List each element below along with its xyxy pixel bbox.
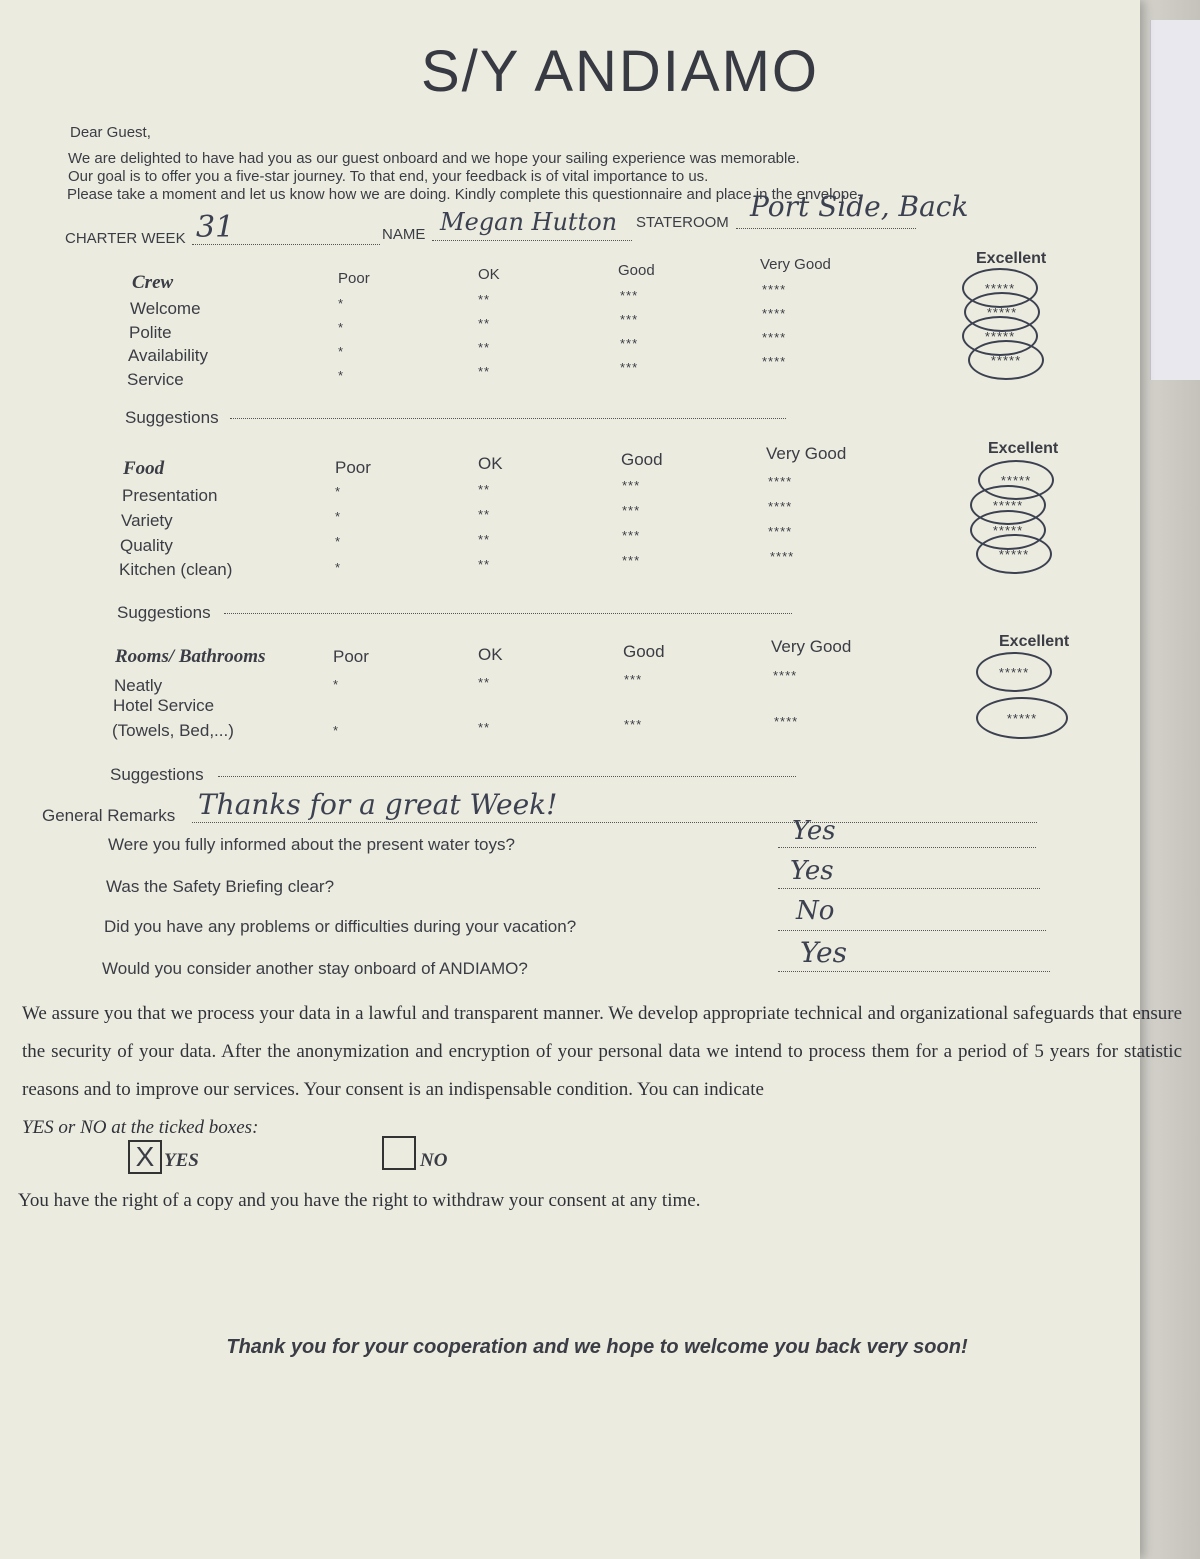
general-remarks-value[interactable]: Thanks for a great Week!	[198, 788, 558, 821]
name-line	[432, 240, 632, 241]
food-kitchen-excellent-circled[interactable]: *****	[976, 534, 1052, 574]
intro-line-2: Our goal is to offer you a five-star journey. To that end, your feedback is of vital importance to us.	[68, 168, 709, 185]
food-quality-good[interactable]: ***	[622, 528, 641, 543]
food-header-good: Good	[621, 450, 663, 469]
question-water-toys: Were you fully informed about the present water toys?	[108, 835, 515, 854]
rooms-hotel-ok[interactable]: **	[478, 720, 491, 735]
crew-welcome-ok[interactable]: **	[478, 292, 491, 307]
crew-header-excellent: Excellent	[976, 250, 1047, 267]
crew-service-ok[interactable]: **	[478, 364, 491, 379]
food-kitchen-very-good[interactable]: ****	[770, 549, 795, 564]
answer-another-stay[interactable]: Yes	[800, 936, 847, 969]
food-variety-very-good[interactable]: ****	[768, 499, 793, 514]
rooms-neatly-good[interactable]: ***	[624, 672, 643, 687]
food-presentation-good[interactable]: ***	[622, 478, 641, 493]
food-item-quality: Quality	[120, 536, 173, 555]
food-variety-poor[interactable]: *	[335, 509, 342, 524]
answer-problems[interactable]: No	[796, 896, 835, 926]
crew-availability-ok[interactable]: **	[478, 340, 491, 355]
crew-availability-very-good[interactable]: ****	[762, 330, 787, 345]
food-suggestions-label: Suggestions	[117, 603, 211, 622]
rooms-neatly-excellent-circled[interactable]: *****	[976, 652, 1052, 692]
food-presentation-very-good[interactable]: ****	[768, 474, 793, 489]
intro-line-3: Please take a moment and let us know how we are doing. Kindly complete this questionnaire and place in the envelope.	[67, 186, 862, 203]
crew-header-very-good: Very Good	[760, 256, 831, 273]
crew-item-availability: Availability	[128, 346, 209, 365]
food-variety-excellent-circled[interactable]: *****	[970, 485, 1046, 525]
name-label: NAME	[382, 226, 426, 243]
rooms-neatly-ok[interactable]: **	[478, 675, 491, 690]
rooms-item-hotel-service: Hotel Service	[113, 696, 215, 715]
rooms-header-excellent: Excellent	[999, 633, 1070, 650]
answer-line-safety-briefing	[778, 888, 1040, 889]
intro-line-1: We are delighted to have had you as our guest onboard and we hope your sailing experience was memorable.	[68, 150, 800, 167]
crew-item-service: Service	[127, 370, 184, 389]
data-privacy-paragraph	[22, 995, 1182, 1147]
crew-item-welcome: Welcome	[130, 299, 201, 318]
rooms-neatly-poor[interactable]: *	[333, 677, 340, 692]
food-header-poor: Poor	[335, 458, 371, 477]
charter-week-label: CHARTER WEEK	[65, 230, 186, 247]
stateroom-value[interactable]: Port Side, Back	[750, 190, 969, 223]
crew-availability-poor[interactable]: *	[338, 344, 345, 359]
crew-suggestions-label: Suggestions	[125, 408, 219, 427]
rooms-title: Rooms/ Bathrooms	[115, 646, 266, 667]
crew-suggestions-line[interactable]	[230, 418, 786, 419]
general-remarks-label: General Remarks	[42, 806, 176, 825]
greeting: Dear Guest,	[70, 124, 151, 141]
rooms-suggestions-line[interactable]	[218, 776, 796, 777]
rooms-header-very-good: Very Good	[771, 637, 852, 656]
crew-polite-poor[interactable]: *	[338, 320, 345, 335]
crew-service-poor[interactable]: *	[338, 368, 345, 383]
crew-availability-good[interactable]: ***	[620, 336, 639, 351]
answer-safety-briefing[interactable]: Yes	[790, 856, 834, 886]
food-title: Food	[123, 458, 165, 479]
food-presentation-poor[interactable]: *	[335, 484, 342, 499]
rooms-header-ok: OK	[478, 645, 503, 664]
food-presentation-excellent-circled[interactable]: *****	[978, 460, 1054, 500]
food-header-very-good: Very Good	[766, 444, 847, 463]
rooms-suggestions-label: Suggestions	[110, 765, 204, 784]
consent-yes-label: YES	[164, 1150, 199, 1171]
food-variety-good[interactable]: ***	[622, 503, 641, 518]
rooms-hotel-excellent-circled[interactable]: *****	[976, 697, 1068, 739]
food-suggestions-line[interactable]	[224, 613, 792, 614]
answer-water-toys[interactable]: Yes	[792, 816, 836, 846]
food-item-variety: Variety	[121, 511, 173, 530]
stateroom-line	[736, 228, 916, 229]
rooms-hotel-poor[interactable]: *	[333, 723, 340, 738]
rooms-item-neatly: Neatly	[114, 676, 163, 695]
crew-service-very-good[interactable]: ****	[762, 354, 787, 369]
food-quality-poor[interactable]: *	[335, 534, 342, 549]
closing-message: Thank you for your cooperation and we hope to welcome you back very soon!	[226, 1336, 968, 1358]
food-kitchen-ok[interactable]: **	[478, 557, 491, 572]
food-header-ok: OK	[478, 454, 503, 473]
answer-line-problems	[778, 930, 1046, 931]
food-item-presentation: Presentation	[122, 486, 218, 505]
crew-welcome-very-good[interactable]: ****	[762, 282, 787, 297]
crew-header-poor: Poor	[338, 270, 370, 287]
consent-no-checkbox[interactable]	[382, 1136, 416, 1170]
consent-yes-checkbox[interactable]	[128, 1140, 162, 1174]
crew-item-polite: Polite	[129, 323, 172, 342]
food-quality-ok[interactable]: **	[478, 532, 491, 547]
crew-welcome-excellent-circled[interactable]: *****	[962, 268, 1038, 308]
rooms-header-poor: Poor	[333, 647, 369, 666]
crew-polite-ok[interactable]: **	[478, 316, 491, 331]
rooms-item-towels-bed: (Towels, Bed,...)	[112, 721, 234, 740]
crew-polite-excellent-circled[interactable]: *****	[964, 292, 1040, 332]
food-presentation-ok[interactable]: **	[478, 482, 491, 497]
question-problems: Did you have any problems or difficulties during your vacation?	[104, 917, 577, 936]
food-item-kitchen: Kitchen (clean)	[119, 560, 233, 579]
crew-welcome-poor[interactable]: *	[338, 296, 345, 311]
rooms-hotel-very-good[interactable]: ****	[774, 714, 799, 729]
data-privacy-text: We assure you that we process your data in a lawful and transparent manner. We develop appropriate technical and organizational safeguards that ensure the security of your data. After the anonymization and encryption of your personal data we intend to process them for a period of 5 years for statistic reasons and to improve our services. Your consent is an indispensable condition. You can indicate	[22, 1003, 1182, 1100]
food-quality-excellent-circled[interactable]: *****	[970, 510, 1046, 550]
crew-header-good: Good	[618, 262, 655, 279]
question-another-stay: Would you consider another stay onboard of ANDIAMO?	[102, 959, 528, 978]
food-header-excellent: Excellent	[988, 440, 1059, 457]
rooms-neatly-very-good[interactable]: ****	[773, 668, 798, 683]
rights-text: You have the right of a copy and you have the right to withdraw your consent at any time.	[18, 1190, 701, 1211]
crew-polite-good[interactable]: ***	[620, 312, 639, 327]
answer-line-water-toys	[778, 847, 1036, 848]
charter-week-value[interactable]: 31	[196, 210, 235, 245]
consent-yes-mark: X	[135, 1141, 155, 1172]
food-kitchen-good[interactable]: ***	[622, 553, 641, 568]
crew-availability-excellent-circled[interactable]: *****	[962, 316, 1038, 356]
rooms-hotel-good[interactable]: ***	[624, 717, 643, 732]
crew-header-ok: OK	[478, 266, 500, 283]
name-value[interactable]: Megan Hutton	[440, 208, 618, 236]
crew-service-excellent-circled[interactable]: *****	[968, 340, 1044, 380]
crew-welcome-good[interactable]: ***	[620, 288, 639, 303]
general-remarks-line	[192, 822, 1037, 823]
rooms-header-good: Good	[623, 642, 665, 661]
crew-polite-very-good[interactable]: ****	[762, 306, 787, 321]
crew-title: Crew	[132, 272, 174, 293]
food-quality-very-good[interactable]: ****	[768, 524, 793, 539]
crew-service-good[interactable]: ***	[620, 360, 639, 375]
food-variety-ok[interactable]: **	[478, 507, 491, 522]
stateroom-label: STATEROOM	[636, 214, 729, 231]
consent-no-label: NO	[420, 1150, 448, 1171]
page-title: S/Y ANDIAMO	[420, 39, 820, 104]
question-safety-briefing: Was the Safety Briefing clear?	[106, 877, 335, 896]
answer-line-another-stay	[778, 971, 1050, 972]
data-privacy-yes-no: YES or NO at the ticked boxes:	[22, 1117, 259, 1138]
food-kitchen-poor[interactable]: *	[335, 560, 342, 575]
